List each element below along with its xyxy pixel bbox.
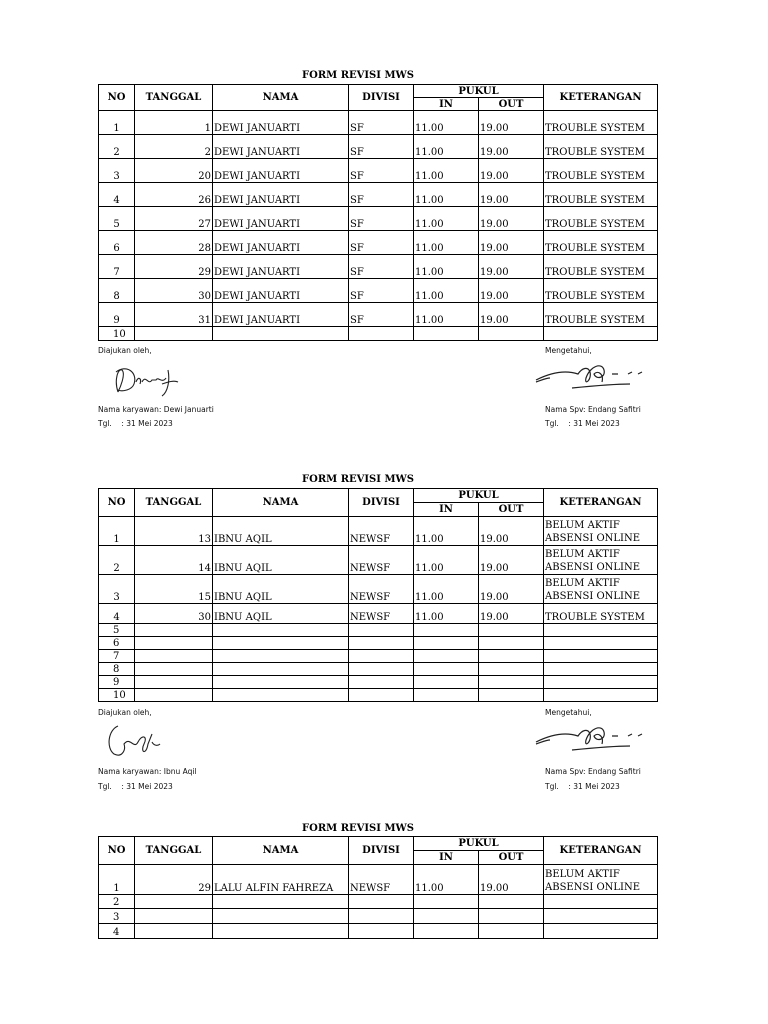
- cell-no: 2: [99, 135, 135, 159]
- header-in: IN: [414, 98, 479, 111]
- cell-divisi: SF: [349, 255, 414, 279]
- table-row: [99, 517, 658, 546]
- header-keterangan: KETERANGAN: [544, 837, 658, 865]
- cell-divisi: NEWSF: [349, 517, 414, 546]
- table-row: [99, 604, 658, 624]
- diajukan-label: Diajukan oleh,: [98, 708, 152, 717]
- cell-keterangan: [544, 637, 658, 650]
- cell-divisi: SF: [349, 207, 414, 231]
- cell-divisi: [349, 689, 414, 702]
- cell-nama: [213, 676, 349, 689]
- cell-divisi: NEWSF: [349, 604, 414, 624]
- cell-nama: DEWI JANUARTI: [213, 231, 349, 255]
- cell-out: 19.00: [479, 303, 544, 327]
- cell-out: 19.00: [479, 231, 544, 255]
- diajukan-label: Diajukan oleh,: [98, 346, 152, 355]
- table-row: [99, 624, 658, 637]
- cell-no: 9: [99, 676, 135, 689]
- cell-keterangan: [544, 689, 658, 702]
- cell-out: [479, 637, 544, 650]
- cell-divisi: [349, 676, 414, 689]
- cell-divisi: [349, 637, 414, 650]
- cell-nama: IBNU AQIL: [213, 604, 349, 624]
- table-row: [99, 865, 658, 895]
- cell-tanggal: 29: [135, 255, 213, 279]
- cell-tanggal: 31: [135, 303, 213, 327]
- table-row: [99, 255, 658, 279]
- cell-nama: LALU ALFIN FAHREZA: [213, 865, 349, 895]
- cell-out: 19.00: [479, 865, 544, 895]
- cell-no: 4: [99, 924, 135, 939]
- table-row: [99, 650, 658, 663]
- cell-keterangan: [544, 924, 658, 939]
- cell-keterangan: [544, 624, 658, 637]
- cell-tanggal: 15: [135, 575, 213, 604]
- cell-keterangan: BELUM AKTIF ABSENSI ONLINE: [544, 546, 658, 575]
- table-row: [99, 676, 658, 689]
- cell-tanggal: [135, 909, 213, 924]
- cell-divisi: [349, 924, 414, 939]
- header-out: OUT: [479, 851, 544, 865]
- cell-divisi: SF: [349, 159, 414, 183]
- table-row: [99, 895, 658, 909]
- cell-tanggal: 1: [135, 111, 213, 135]
- cell-no: 5: [99, 207, 135, 231]
- cell-keterangan: [544, 676, 658, 689]
- cell-in: [414, 909, 479, 924]
- header-out: OUT: [479, 98, 544, 111]
- form-title: FORM REVISI MWS: [302, 823, 414, 834]
- revisi-table: [98, 84, 658, 341]
- table-row: [99, 689, 658, 702]
- table-row: [99, 279, 658, 303]
- cell-in: [414, 650, 479, 663]
- header-no: NO: [99, 489, 135, 517]
- table-row: [99, 637, 658, 650]
- cell-nama: DEWI JANUARTI: [213, 255, 349, 279]
- cell-no: 3: [99, 159, 135, 183]
- cell-divisi: SF: [349, 111, 414, 135]
- supervisor-date: Tgl. : 31 Mei 2023: [545, 419, 620, 428]
- cell-nama: [213, 663, 349, 676]
- cell-no: 3: [99, 575, 135, 604]
- cell-out: [479, 327, 544, 341]
- cell-keterangan: BELUM AKTIF ABSENSI ONLINE: [544, 575, 658, 604]
- table-row: [99, 303, 658, 327]
- header-pukul: PUKUL: [414, 85, 544, 98]
- cell-no: 9: [99, 303, 135, 327]
- cell-tanggal: 30: [135, 604, 213, 624]
- cell-tanggal: 26: [135, 183, 213, 207]
- cell-no: 2: [99, 546, 135, 575]
- table-row: [99, 909, 658, 924]
- cell-tanggal: [135, 663, 213, 676]
- header-out: OUT: [479, 503, 544, 517]
- cell-keterangan: BELUM AKTIF ABSENSI ONLINE: [544, 865, 658, 895]
- cell-divisi: [349, 895, 414, 909]
- cell-keterangan: [544, 663, 658, 676]
- cell-in: [414, 327, 479, 341]
- header-tanggal: TANGGAL: [135, 837, 213, 865]
- cell-keterangan: TROUBLE SYSTEM: [544, 207, 658, 231]
- cell-in: 11.00: [414, 159, 479, 183]
- cell-no: 10: [99, 689, 135, 702]
- cell-out: 19.00: [479, 604, 544, 624]
- cell-in: [414, 924, 479, 939]
- cell-no: 2: [99, 895, 135, 909]
- cell-keterangan: TROUBLE SYSTEM: [544, 183, 658, 207]
- supervisor-signature: [532, 720, 647, 756]
- cell-no: 8: [99, 663, 135, 676]
- cell-nama: [213, 689, 349, 702]
- cell-nama: [213, 327, 349, 341]
- cell-nama: [213, 924, 349, 939]
- cell-in: 11.00: [414, 255, 479, 279]
- cell-tanggal: [135, 650, 213, 663]
- employee-date: Tgl. : 31 Mei 2023: [98, 419, 173, 428]
- cell-tanggal: 2: [135, 135, 213, 159]
- cell-out: [479, 924, 544, 939]
- header-nama: NAMA: [213, 85, 349, 111]
- cell-tanggal: [135, 624, 213, 637]
- cell-out: 19.00: [479, 575, 544, 604]
- cell-nama: [213, 909, 349, 924]
- cell-nama: DEWI JANUARTI: [213, 111, 349, 135]
- header-tanggal: TANGGAL: [135, 85, 213, 111]
- cell-in: [414, 637, 479, 650]
- cell-in: 11.00: [414, 575, 479, 604]
- cell-divisi: NEWSF: [349, 575, 414, 604]
- cell-no: 5: [99, 624, 135, 637]
- cell-in: 11.00: [414, 135, 479, 159]
- cell-tanggal: 30: [135, 279, 213, 303]
- employee-signature: [112, 362, 182, 398]
- header-no: NO: [99, 85, 135, 111]
- cell-tanggal: 14: [135, 546, 213, 575]
- cell-in: [414, 624, 479, 637]
- header-keterangan: KETERANGAN: [544, 85, 658, 111]
- supervisor-signature: [532, 358, 647, 394]
- cell-tanggal: [135, 895, 213, 909]
- form-title: FORM REVISI MWS: [302, 70, 414, 81]
- employee-name: Nama karyawan: Ibnu Aqil: [98, 767, 197, 776]
- header-divisi: DIVISI: [349, 85, 414, 111]
- cell-nama: [213, 650, 349, 663]
- cell-in: [414, 895, 479, 909]
- cell-keterangan: TROUBLE SYSTEM: [544, 279, 658, 303]
- cell-in: 11.00: [414, 546, 479, 575]
- cell-out: 19.00: [479, 207, 544, 231]
- header-pukul: PUKUL: [414, 837, 544, 851]
- cell-out: [479, 624, 544, 637]
- cell-out: 19.00: [479, 159, 544, 183]
- cell-in: 11.00: [414, 517, 479, 546]
- cell-no: 7: [99, 650, 135, 663]
- header-nama: NAMA: [213, 489, 349, 517]
- cell-nama: DEWI JANUARTI: [213, 159, 349, 183]
- supervisor-name: Nama Spv: Endang Safitri: [545, 405, 641, 414]
- cell-tanggal: [135, 689, 213, 702]
- cell-nama: DEWI JANUARTI: [213, 303, 349, 327]
- header-no: NO: [99, 837, 135, 865]
- cell-in: 11.00: [414, 865, 479, 895]
- header-nama: NAMA: [213, 837, 349, 865]
- cell-in: 11.00: [414, 303, 479, 327]
- cell-keterangan: BELUM AKTIF ABSENSI ONLINE: [544, 517, 658, 546]
- cell-out: 19.00: [479, 255, 544, 279]
- cell-tanggal: [135, 924, 213, 939]
- supervisor-date: Tgl. : 31 Mei 2023: [545, 782, 620, 791]
- mengetahui-label: Mengetahui,: [545, 346, 592, 355]
- cell-tanggal: 29: [135, 865, 213, 895]
- header-divisi: DIVISI: [349, 489, 414, 517]
- table-row: [99, 575, 658, 604]
- cell-divisi: [349, 327, 414, 341]
- cell-tanggal: 28: [135, 231, 213, 255]
- cell-out: [479, 895, 544, 909]
- cell-keterangan: [544, 650, 658, 663]
- cell-divisi: NEWSF: [349, 865, 414, 895]
- cell-out: [479, 663, 544, 676]
- cell-nama: IBNU AQIL: [213, 546, 349, 575]
- cell-divisi: [349, 624, 414, 637]
- cell-no: 4: [99, 183, 135, 207]
- table-row: [99, 135, 658, 159]
- cell-keterangan: TROUBLE SYSTEM: [544, 255, 658, 279]
- cell-divisi: [349, 663, 414, 676]
- cell-in: 11.00: [414, 207, 479, 231]
- cell-divisi: SF: [349, 135, 414, 159]
- revisi-table: [98, 488, 658, 702]
- cell-divisi: SF: [349, 183, 414, 207]
- cell-no: 7: [99, 255, 135, 279]
- form-title: FORM REVISI MWS: [302, 474, 414, 485]
- cell-divisi: SF: [349, 279, 414, 303]
- cell-tanggal: [135, 676, 213, 689]
- cell-out: 19.00: [479, 135, 544, 159]
- cell-divisi: SF: [349, 303, 414, 327]
- header-tanggal: TANGGAL: [135, 489, 213, 517]
- cell-in: 11.00: [414, 604, 479, 624]
- cell-in: [414, 676, 479, 689]
- cell-nama: DEWI JANUARTI: [213, 135, 349, 159]
- cell-keterangan: TROUBLE SYSTEM: [544, 303, 658, 327]
- mengetahui-label: Mengetahui,: [545, 708, 592, 717]
- employee-signature: [104, 722, 164, 762]
- cell-no: 10: [99, 327, 135, 341]
- cell-nama: DEWI JANUARTI: [213, 207, 349, 231]
- cell-divisi: SF: [349, 231, 414, 255]
- cell-in: 11.00: [414, 111, 479, 135]
- table-row: [99, 183, 658, 207]
- cell-no: 1: [99, 111, 135, 135]
- cell-keterangan: TROUBLE SYSTEM: [544, 111, 658, 135]
- cell-tanggal: [135, 327, 213, 341]
- cell-keterangan: [544, 909, 658, 924]
- cell-out: [479, 676, 544, 689]
- cell-divisi: [349, 909, 414, 924]
- cell-no: 3: [99, 909, 135, 924]
- table-row: [99, 546, 658, 575]
- cell-nama: DEWI JANUARTI: [213, 183, 349, 207]
- cell-keterangan: TROUBLE SYSTEM: [544, 135, 658, 159]
- cell-no: 1: [99, 865, 135, 895]
- cell-in: 11.00: [414, 279, 479, 303]
- employee-name: Nama karyawan: Dewi Januarti: [98, 405, 214, 414]
- cell-keterangan: TROUBLE SYSTEM: [544, 604, 658, 624]
- table-row: [99, 663, 658, 676]
- header-in: IN: [414, 851, 479, 865]
- cell-nama: [213, 637, 349, 650]
- supervisor-name: Nama Spv: Endang Safitri: [545, 767, 641, 776]
- header-pukul: PUKUL: [414, 489, 544, 503]
- cell-keterangan: TROUBLE SYSTEM: [544, 231, 658, 255]
- cell-no: 8: [99, 279, 135, 303]
- table-row: [99, 924, 658, 939]
- cell-out: 19.00: [479, 279, 544, 303]
- cell-tanggal: [135, 637, 213, 650]
- cell-nama: IBNU AQIL: [213, 575, 349, 604]
- cell-in: [414, 663, 479, 676]
- cell-out: 19.00: [479, 183, 544, 207]
- cell-divisi: NEWSF: [349, 546, 414, 575]
- cell-out: 19.00: [479, 111, 544, 135]
- cell-in: 11.00: [414, 231, 479, 255]
- cell-out: [479, 909, 544, 924]
- cell-in: [414, 689, 479, 702]
- cell-nama: [213, 624, 349, 637]
- cell-nama: IBNU AQIL: [213, 517, 349, 546]
- cell-no: 4: [99, 604, 135, 624]
- cell-tanggal: 27: [135, 207, 213, 231]
- cell-no: 6: [99, 231, 135, 255]
- cell-out: 19.00: [479, 546, 544, 575]
- cell-no: 6: [99, 637, 135, 650]
- table-row: [99, 207, 658, 231]
- cell-nama: [213, 895, 349, 909]
- header-divisi: DIVISI: [349, 837, 414, 865]
- cell-divisi: [349, 650, 414, 663]
- cell-keterangan: [544, 895, 658, 909]
- cell-tanggal: 13: [135, 517, 213, 546]
- cell-in: 11.00: [414, 183, 479, 207]
- table-row: [99, 159, 658, 183]
- header-keterangan: KETERANGAN: [544, 489, 658, 517]
- cell-keterangan: [544, 327, 658, 341]
- revisi-table: [98, 836, 658, 939]
- header-in: IN: [414, 503, 479, 517]
- table-row: [99, 111, 658, 135]
- cell-nama: DEWI JANUARTI: [213, 279, 349, 303]
- cell-tanggal: 20: [135, 159, 213, 183]
- table-row: [99, 327, 658, 341]
- cell-out: [479, 650, 544, 663]
- cell-keterangan: TROUBLE SYSTEM: [544, 159, 658, 183]
- cell-no: 1: [99, 517, 135, 546]
- employee-date: Tgl. : 31 Mei 2023: [98, 782, 173, 791]
- cell-out: 19.00: [479, 517, 544, 546]
- cell-out: [479, 689, 544, 702]
- table-row: [99, 231, 658, 255]
